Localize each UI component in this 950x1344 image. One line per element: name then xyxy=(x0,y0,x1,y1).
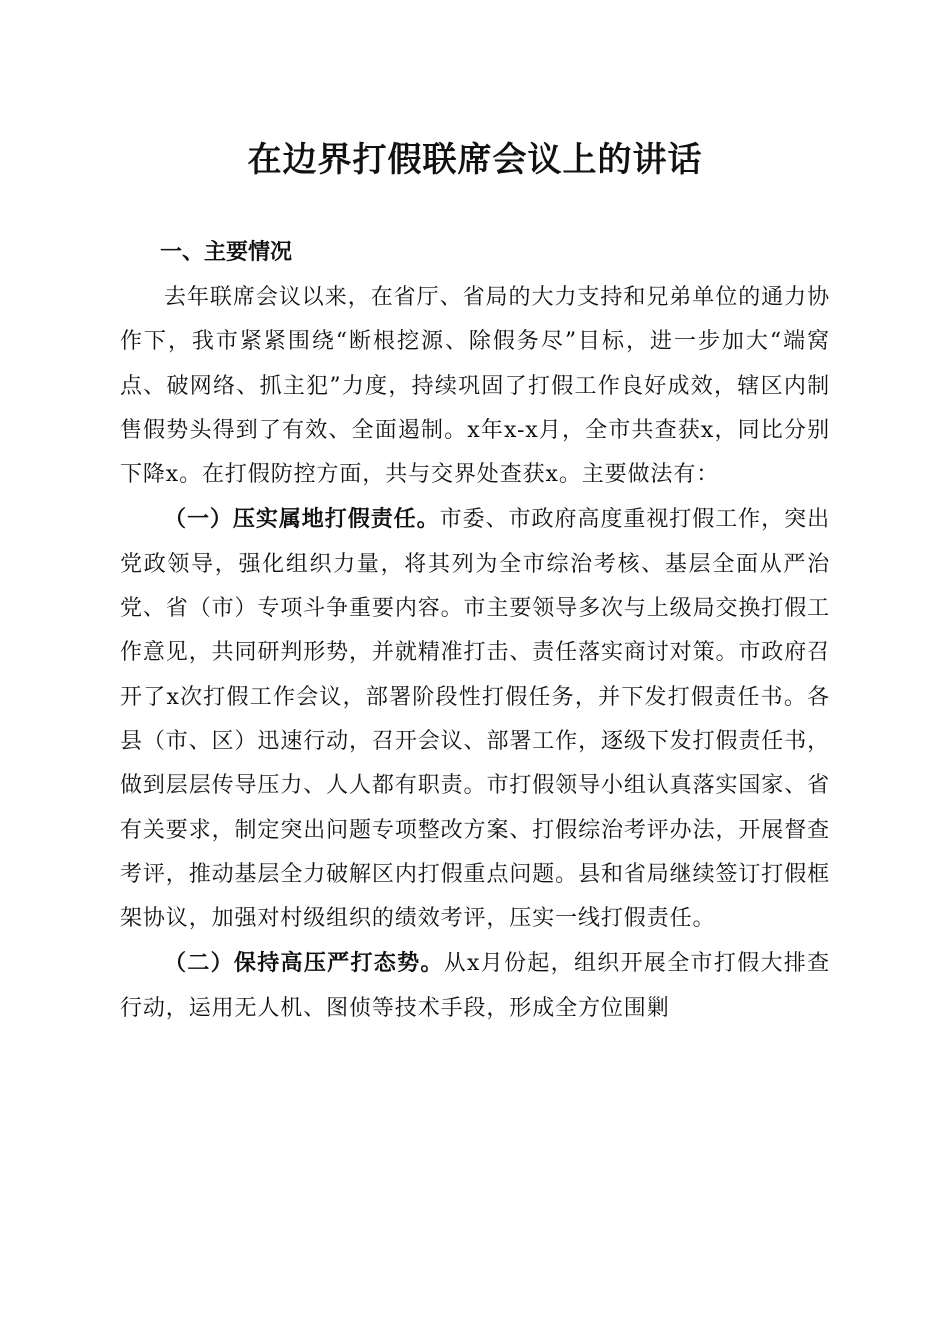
item-1-paragraph xyxy=(120,497,830,941)
document-title: 在边界打假联席会议上的讲话 xyxy=(247,140,703,180)
item-2-text: 从x月份起，组织开展全市打假大排查行动，运用无人机、图侦等技术手段，形成全方位围剿 xyxy=(120,951,830,1021)
item-1-text: 市委、市政府高度重视打假工作，突出党政领导，强化组织力量，将其列为全市综治考核、基层全面从严治党、省（市）专项斗争重要内容。市主要领导多次与上级局交换打假工作意见，共同研判形势，并就精准打击、责任落实商讨对策。市政府召开了x次打假工作会议，部署阶段性打假任务，并下发打假责任书。各县（市、区）迅速行动，召开会议、部署工作，逐级下发打假责任书，做到层层传导压力、人人都有职责。市打假领导小组认真落实国家、省有关要求，制定突出问题专项整改方案、打假综治考评办法，开展督查考评，推动基层全力破解区内打假重点问题。县和省局继续签订打假框架协议，加强对村级组织的绩效考评，压实一线打假责任。 xyxy=(120,507,830,932)
document-body xyxy=(120,276,830,1031)
item-2-lead: （二）保持高压严打态势。 xyxy=(164,950,444,977)
intro-paragraph: 去年联席会议以来，在省厅、省局的大力支持和兄弟单位的通力协作下，我市紧紧围绕“断根挖源、除假务尽”目标，进一步加大“端窝点、破网络、抓主犯”力度，持续巩固了打假工作良好成效，辖区内制售假势头得到了有效、全面遏制。x年x-x月，全市共查获x，同比分别下降x。在打假防控方面，共与交界处查获x。主要做法有： xyxy=(120,285,830,488)
item-2-paragraph xyxy=(120,941,830,1031)
item-1-lead: （一）压实属地打假责任。 xyxy=(164,506,440,533)
section-heading-main-situation: 一、主要情况 xyxy=(160,240,293,265)
